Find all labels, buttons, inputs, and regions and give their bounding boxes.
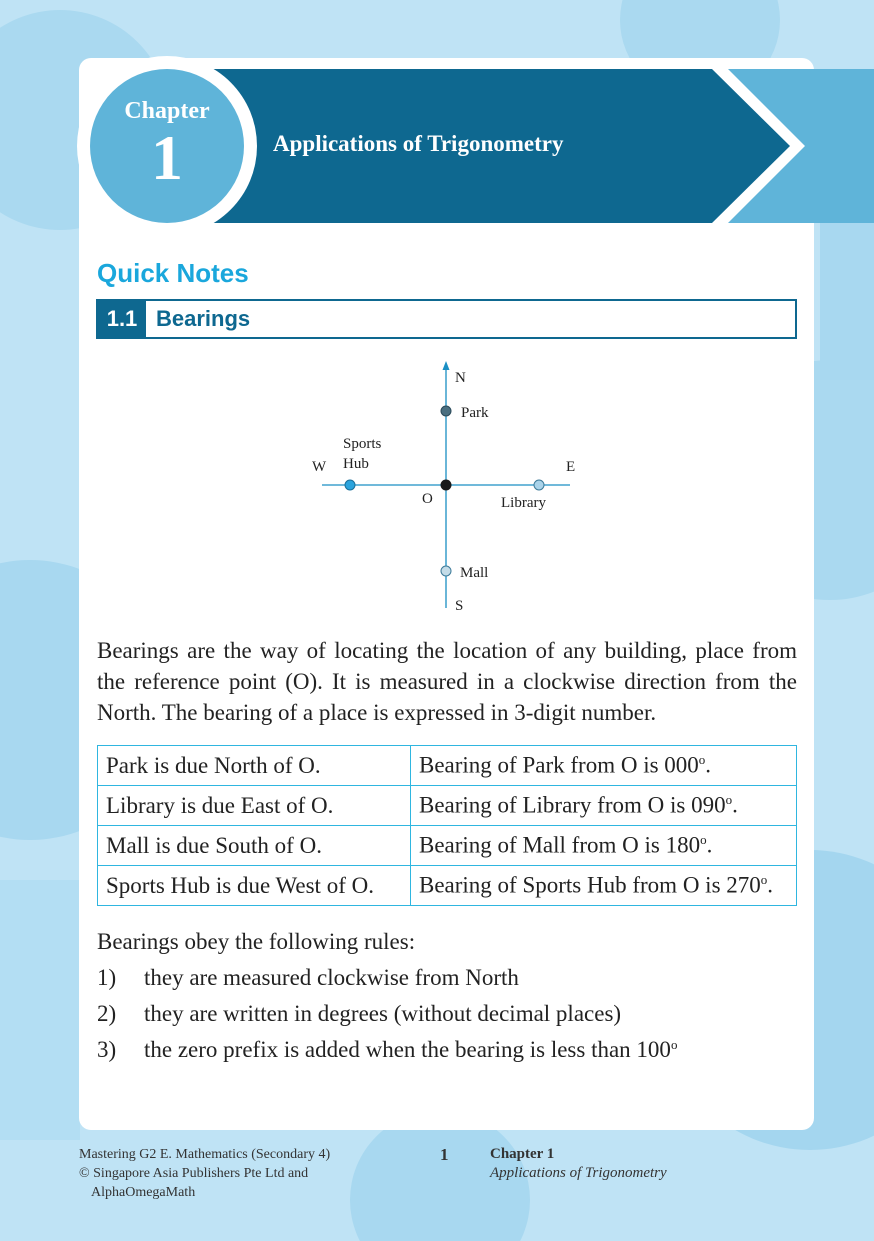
library-point xyxy=(534,480,544,490)
cell-end: . xyxy=(767,872,774,898)
list-text: the zero prefix is added when the bearing is less than 100 xyxy=(144,1037,671,1062)
south-label: S xyxy=(455,598,464,614)
footer-book-title: Mastering G2 E. Mathematics (Secondary 4) xyxy=(79,1147,331,1162)
chapter-number: 1 xyxy=(151,122,183,193)
list-item xyxy=(97,965,797,1001)
chapter-label: Chapter xyxy=(124,98,210,124)
cell-text: Bearing of Library from O is 090 xyxy=(419,792,726,818)
park-label: Park xyxy=(461,405,489,421)
list-text: they are written in degrees (without decimal places) xyxy=(144,1001,622,1026)
table-row xyxy=(98,786,797,826)
footer-chapter-title: Applications of Trigonometry xyxy=(490,1165,667,1181)
cell-end: . xyxy=(706,832,713,858)
footer-chapter xyxy=(490,1145,667,1183)
origin-label: O xyxy=(422,491,433,507)
quick-notes-heading: Quick Notes xyxy=(97,258,249,288)
sports-hub-label-line1: Sports xyxy=(343,436,382,452)
footer-copyright: © Singapore Asia Publishers Pte Ltd and xyxy=(79,1166,309,1181)
cell-text: Bearing of Sports Hub from O is 270 xyxy=(419,872,761,898)
page-number: 1 xyxy=(440,1145,449,1164)
table-row xyxy=(98,826,797,866)
list-item xyxy=(97,1037,797,1073)
east-label: E xyxy=(566,459,576,475)
cell-end: . xyxy=(705,752,712,778)
origin-point xyxy=(441,480,452,491)
list-number: 1) xyxy=(97,965,117,990)
degree-sign: o xyxy=(700,832,707,848)
table-cell: Library is due East of O. xyxy=(98,786,411,826)
list-text: they are measured clockwise from North xyxy=(144,965,519,990)
cell-end: . xyxy=(732,792,738,818)
list-number: 2) xyxy=(97,1001,117,1026)
degree-sign: o xyxy=(670,1037,678,1052)
rules-list xyxy=(97,965,797,1073)
footer-copyright-cont: AlphaOmegaMath xyxy=(91,1185,196,1200)
rules-heading: Bearings obey the following rules: xyxy=(97,929,416,954)
sports-hub-point xyxy=(345,480,355,490)
bearings-description: Bearings are the way of locating the location of any building, place from the reference point (O). It is measured in a clockwise direction from the North. The bearing of a place is expressed in 3-digit number. xyxy=(97,638,797,725)
cell-text: Bearing of Park from O is 000 xyxy=(419,752,699,778)
table-cell: Sports Hub is due West of O. xyxy=(98,866,411,906)
degree-sign: o xyxy=(725,792,733,808)
mall-label: Mall xyxy=(460,565,489,581)
table-cell xyxy=(411,786,797,826)
mall-point xyxy=(441,566,451,576)
table-cell: Mall is due South of O. xyxy=(98,826,411,866)
section-title: Bearings xyxy=(156,306,251,331)
chapter-title: Applications of Trigonometry xyxy=(273,131,564,156)
footer-book-info xyxy=(79,1145,330,1202)
list-item xyxy=(97,1001,797,1037)
section-number: 1.1 xyxy=(98,301,146,337)
degree-sign: o xyxy=(698,752,706,768)
sports-hub-label-line2: Hub xyxy=(343,456,369,472)
table-cell xyxy=(411,866,797,906)
list-number: 3) xyxy=(97,1037,117,1062)
library-label: Library xyxy=(501,495,546,511)
north-label: N xyxy=(455,370,466,386)
section-header xyxy=(96,299,797,339)
north-arrow-icon xyxy=(443,361,450,370)
park-point xyxy=(441,406,451,416)
table-cell xyxy=(411,826,797,866)
bearings-table xyxy=(97,745,797,906)
degree-sign: o xyxy=(760,872,768,888)
table-row xyxy=(98,746,797,786)
table-row xyxy=(98,866,797,906)
table-cell: Park is due North of O. xyxy=(98,746,411,786)
bearings-diagram xyxy=(300,355,590,620)
cell-text: Bearing of Mall from O is 180 xyxy=(419,832,701,858)
table-cell xyxy=(411,746,797,786)
footer-chapter-label: Chapter 1 xyxy=(490,1146,555,1162)
west-label: W xyxy=(312,459,327,475)
